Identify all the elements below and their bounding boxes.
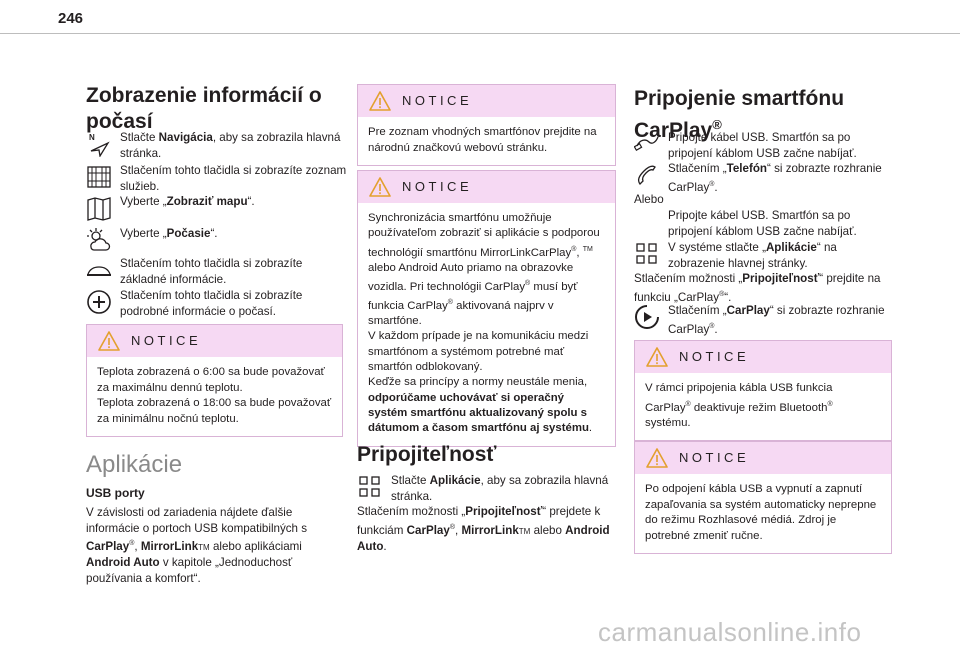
bluetooth-notice: NOTICE V rámci pripojenia kábla USB funkcia CarPlay® deaktivuje režim Bluetooth® systému. [634, 340, 892, 441]
navigation-arrow-icon [86, 131, 112, 157]
connectivity-title: Pripojiteľnosť [357, 443, 497, 466]
page-number: 246 [58, 10, 84, 27]
weather-notice: NOTICE Teplota zobrazená o 6:00 sa bude považovať za maximálnu dennú teplotu. Teplota zobrazená o 18:00 sa bude považovať za minimálnu nočnú teplotu. [86, 324, 343, 437]
usb-paragraph: V závislosti od zariadenia nájdete ďalšie informácie o portoch USB kompatibilných s CarPlay®, MirrorLinkTM alebo aplikáciami Android Auto v kapitole „Jednoduchosť používania a komfort“. [86, 506, 308, 585]
carplay-icon [634, 304, 660, 330]
warning-icon [646, 347, 668, 367]
connectivity-paragraph: Stlačením možnosti „Pripojiteľnosť“ prejdete k funkciám CarPlay®, MirrorLinkTM alebo Android Auto. [357, 505, 610, 553]
weather-title: Zobrazenie informácií o počasí [86, 84, 322, 133]
car-info-icon [86, 257, 112, 283]
header-divider [0, 33, 960, 34]
map-icon [86, 195, 112, 221]
map-row: Vyberte „Zobraziť mapu“. [86, 194, 350, 210]
or-label: Alebo [634, 193, 664, 206]
plus-circle-icon [86, 289, 112, 315]
weather-icon [86, 227, 112, 253]
watermark: carmanualsonline.info [598, 617, 862, 647]
warning-icon [369, 91, 391, 111]
apps-grid-icon [357, 474, 383, 500]
usb-cable-row: Pripojte kábel USB. Smartfón sa po pripojení káblom USB začne nabíjať. [634, 130, 890, 161]
connectivity-row: Stlačte Aplikácie, aby sa zobrazila hlavná stránka. [357, 473, 616, 504]
navigation-row: N Stlačte Navigácia, aby sa zobrazila hlavná stránka. [86, 130, 350, 161]
basic-info-row: Stlačením tohto tlačidla si zobrazíte základné informácie. [86, 256, 350, 287]
detail-info-row: Stlačením tohto tlačidla si zobrazíte podrobné informácie o počasí. [86, 288, 350, 319]
warning-icon [369, 177, 391, 197]
smartphone-notice: NOTICE Pre zoznam vhodných smartfónov prejdite na národnú značkovú webovú stránku. [357, 84, 616, 166]
services-row: Stlačením tohto tlačidla si zobrazíte zoznam služieb. [86, 163, 350, 194]
carplay-row: Stlačením „CarPlay“ si zobrazte rozhranie CarPlay®. [634, 303, 890, 337]
warning-icon [646, 448, 668, 468]
sync-notice: NOTICE Synchronizácia smartfónu umožňuje používateľom zobraziť si aplikácie s podporou technológií smartfónu MirrorLinkCarPlay®, ™ alebo Android Auto priamo na obrazovke vozidla. Pri technológii CarPlay® musí byť funkcia CarPlay® aktivovaná najprv v smartfóne. V každom prípade je na komunikáciu medzi smartfónom a systémom potrebné mať smartfón odblokovaný. Keďže sa princípy a normy neustále menia, odporúčame uchovávať si operačný systém smartfónu aktualizovaný spolu s dátumom a časom smartfónu aj systému. [357, 170, 616, 447]
apps-heading: Aplikácie [86, 451, 183, 478]
phone-row: Stlačením „Telefón“ si zobrazte rozhranie CarPlay®. [634, 161, 890, 195]
usb-heading: USB porty [86, 486, 145, 500]
weather-row: Vyberte „Počasie“. [86, 226, 350, 242]
usb-cable-row-2: Pripojte kábel USB. Smartfón sa po pripojení káblom USB začne nabíjať. [668, 209, 857, 238]
usb-disconnect-notice: NOTICE Po odpojení kábla USB a vypnutí a zapnutí zapaľovania sa systém automaticky neprepne do režimu Rozhlasové médiá. Zdroj je potrebné zmeniť ručne. [634, 441, 892, 554]
services-grid-icon [86, 164, 112, 190]
warning-icon [98, 331, 120, 351]
usb-cable-icon [634, 131, 660, 157]
carplay-title: Pripojenie smartfónu CarPlay® [634, 87, 845, 142]
carplay-paragraph: Stlačením možnosti „Pripojiteľnosť“ prejdite na funkciu „CarPlay®“. [634, 272, 881, 304]
apps-row: V systéme stlačte „Aplikácie“ na zobrazenie hlavnej stránky. [634, 240, 890, 271]
apps-grid-icon [634, 241, 660, 267]
phone-icon [634, 162, 660, 188]
svg-text:N: N [89, 133, 95, 142]
